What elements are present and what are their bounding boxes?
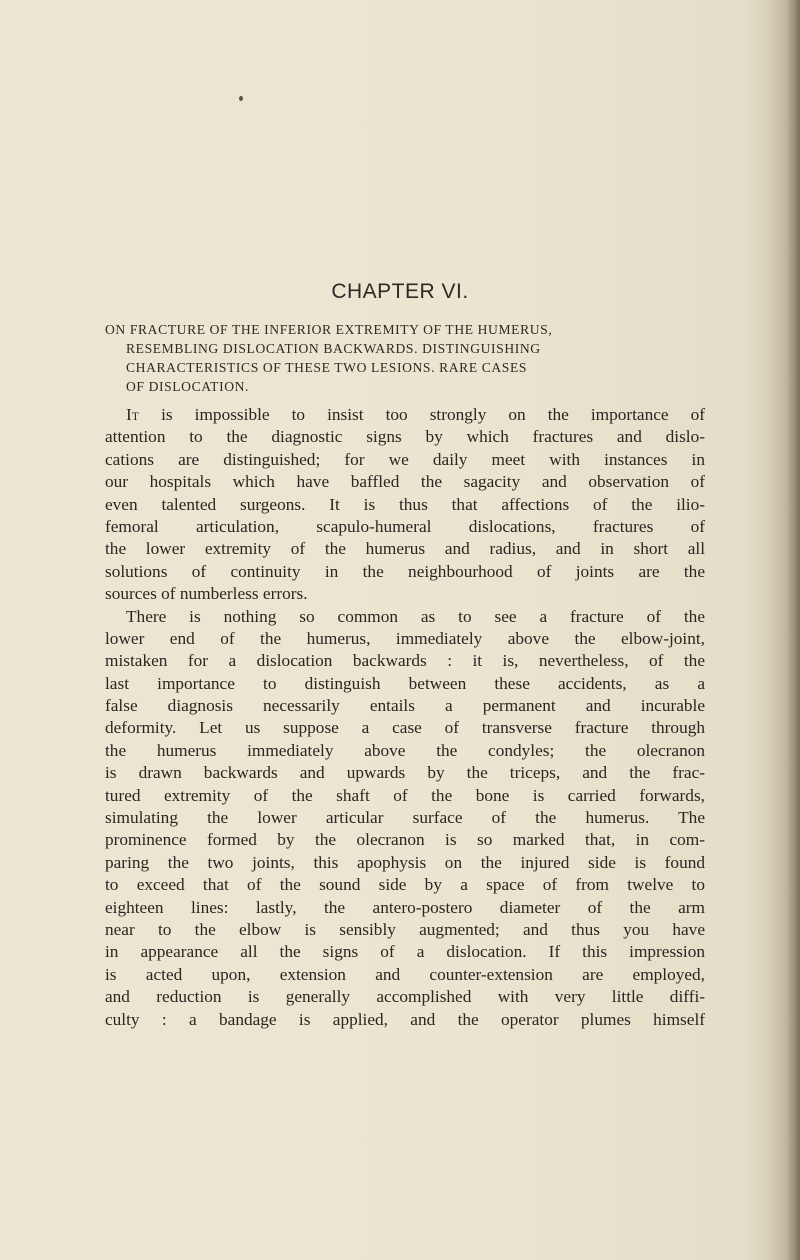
body-line: tured extremity of the shaft of the bone is carried forwards, [105, 785, 705, 805]
body-line: lower end of the humerus, immediately above the elbow-joint, [105, 628, 705, 648]
body-line: is acted upon, extension and counter-extension are employed, [105, 964, 705, 984]
body-line: mistaken for a dislocation backwards : it is, nevertheless, of the [105, 651, 705, 671]
body-line-first [105, 404, 705, 426]
summary-line: CHARACTERISTICS OF THESE TWO LESIONS. RARE CASES [126, 360, 528, 375]
body-line: false diagnosis necessarily entails a permanent and incurable [105, 696, 705, 716]
summary-line: RESEMBLING DISLOCATION BACKWARDS. DISTINGUISHING [126, 341, 541, 356]
body-line: our hospitals which have baffled the sagacity and observation of [105, 472, 705, 492]
body-line: last importance to distinguish between these accidents, as a [105, 673, 705, 693]
body-line: sources of numberless errors. [105, 584, 308, 604]
opening-word: It [126, 405, 140, 424]
summary-line: ON FRACTURE OF THE INFERIOR EXTREMITY OF THE HUMERUS, [105, 322, 553, 337]
body-line: deformity. Let us suppose a case of transverse fracture through [105, 718, 705, 738]
body-line: attention to the diagnostic signs by which fractures and dislo- [105, 427, 705, 447]
body-line: There is nothing so common as to see a fracture of the [126, 606, 705, 626]
body-line: to exceed that of the sound side by a space of from twelve to [105, 875, 705, 895]
body-line: is drawn backwards and upwards by the triceps, and the frac- [105, 763, 705, 783]
body-line: prominence formed by the olecranon is so marked that, in com- [105, 830, 705, 850]
chapter-summary [105, 320, 705, 396]
body-line: eighteen lines: lastly, the antero-postero diameter of the arm [105, 897, 705, 917]
body-line: near to the elbow is sensibly augmented; and thus you have [105, 919, 705, 939]
summary-line: OF DISLOCATION. [126, 379, 250, 394]
chapter-title: CHAPTER VI. [331, 280, 469, 303]
body-line: simulating the lower articular surface of the humerus. The [105, 808, 705, 828]
body-line: femoral articulation, scapulo-humeral dislocations, fractures of [105, 516, 705, 536]
body-line: cations are distinguished; for we daily meet with instances in [105, 449, 705, 469]
body-line: in appearance all the signs of a dislocation. If this impression [105, 942, 705, 962]
body-line: paring the two joints, this apophysis on the injured side is found [105, 852, 705, 872]
body-line: the humerus immediately above the condyles; the olecranon [105, 740, 705, 760]
chapter-body [105, 404, 705, 1031]
body-line: solutions of continuity in the neighbourhood of joints are the [105, 561, 705, 581]
ink-speck [239, 96, 243, 101]
body-line: even talented surgeons. It is thus that affections of the ilio- [105, 494, 705, 514]
body-line: culty : a bandage is applied, and the operator plumes himself [105, 1009, 705, 1029]
body-line: the lower extremity of the humerus and radius, and in short all [105, 539, 705, 559]
body-line: and reduction is generally accomplished with very little diffi- [105, 987, 705, 1007]
body-line: is impossible to insist too strongly on the importance of [161, 405, 705, 424]
page-gutter-shadow [786, 0, 800, 1260]
